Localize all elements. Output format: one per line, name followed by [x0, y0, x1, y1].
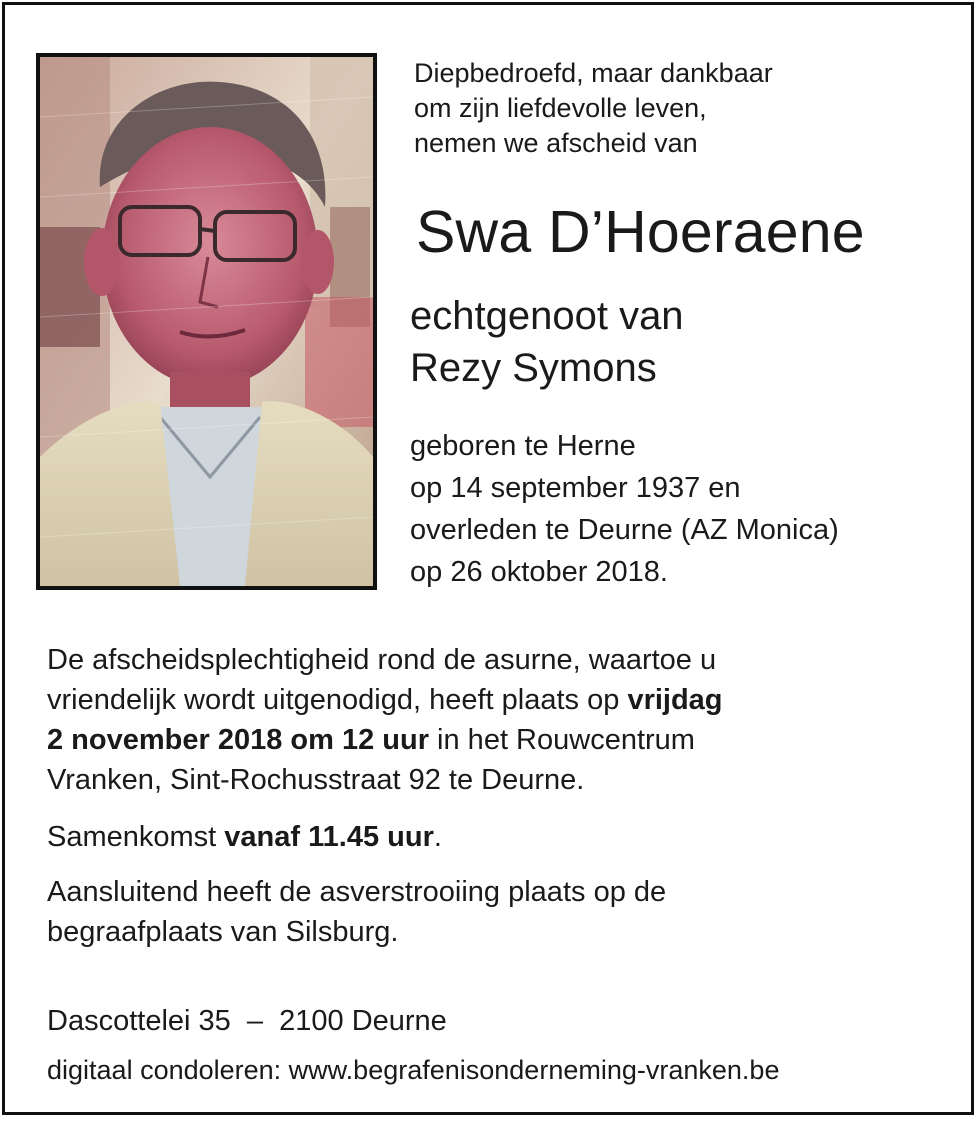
word: asverstrooiing — [319, 876, 501, 908]
word: de — [279, 876, 312, 908]
spouse-name: Rezy Symons — [410, 346, 657, 390]
word: plaats — [501, 684, 580, 716]
word: uitgenodigd, — [263, 684, 422, 716]
word: De — [47, 644, 85, 676]
word: op — [593, 876, 626, 908]
gathering-prefix: Samenkomst — [47, 821, 225, 853]
life-line: op 14 september 1937 en — [410, 472, 741, 504]
ceremony-line-1 — [47, 640, 932, 680]
intro-line: Diepbedroefd, maar dankbaar — [414, 58, 773, 88]
address — [47, 1001, 447, 1041]
ceremony-date-time: 2 november 2018 om 12 uur — [47, 724, 429, 756]
word: vriendelijk — [47, 684, 176, 716]
ceremony-paragraph — [47, 640, 932, 800]
gathering-time: vanaf 11.45 uur — [224, 821, 434, 853]
intro-line: om zijn liefdevolle leven, — [414, 93, 707, 123]
spouse-relation: echtgenoot van — [410, 294, 684, 338]
deceased-name: Swa D’Hoeraene — [416, 199, 865, 265]
portrait-photo — [36, 53, 377, 590]
word: afscheidsplechtigheid — [92, 644, 370, 676]
ceremony-venue-start: in het Rouwcentrum — [429, 724, 695, 756]
ceremony-line-3 — [47, 720, 932, 760]
word: op — [587, 684, 620, 716]
life-line: op 26 oktober 2018. — [410, 556, 668, 588]
word: u — [699, 644, 717, 676]
scattering-line-2: begraafplaats van Silsburg. — [47, 916, 399, 948]
intro-text — [414, 56, 773, 161]
word: de — [443, 644, 476, 676]
word: Aansluitend — [47, 876, 199, 908]
intro-line: nemen we afscheid van — [414, 128, 698, 158]
word: waartoe — [588, 644, 692, 676]
word: asurne, — [483, 644, 581, 676]
word: heeft — [429, 684, 494, 716]
ceremony-line-4: Vranken, Sint-Rochusstraat 92 te Deurne. — [47, 764, 585, 796]
ceremony-day: vrijdag — [627, 684, 723, 716]
scattering-paragraph — [47, 872, 932, 952]
spouse-block — [410, 290, 684, 394]
condolence-link[interactable]: digitaal condoleren: www.begrafenisonderneming-vranken.be — [47, 1055, 780, 1085]
word: plaats — [508, 876, 586, 908]
gathering-suffix: . — [433, 821, 442, 853]
life-line: overleden te Deurne (AZ Monica) — [410, 514, 839, 546]
life-dates — [410, 425, 839, 593]
word: wordt — [184, 684, 255, 716]
word: de — [633, 876, 667, 908]
word: heeft — [206, 876, 272, 908]
gathering-text — [47, 817, 442, 857]
scattering-line-1 — [47, 872, 932, 912]
ceremony-line-2 — [47, 680, 932, 720]
word: rond — [377, 644, 436, 676]
address-text: Dascottelei 35 – 2100 Deurne — [47, 1005, 447, 1037]
life-line: geboren te Herne — [410, 430, 636, 462]
